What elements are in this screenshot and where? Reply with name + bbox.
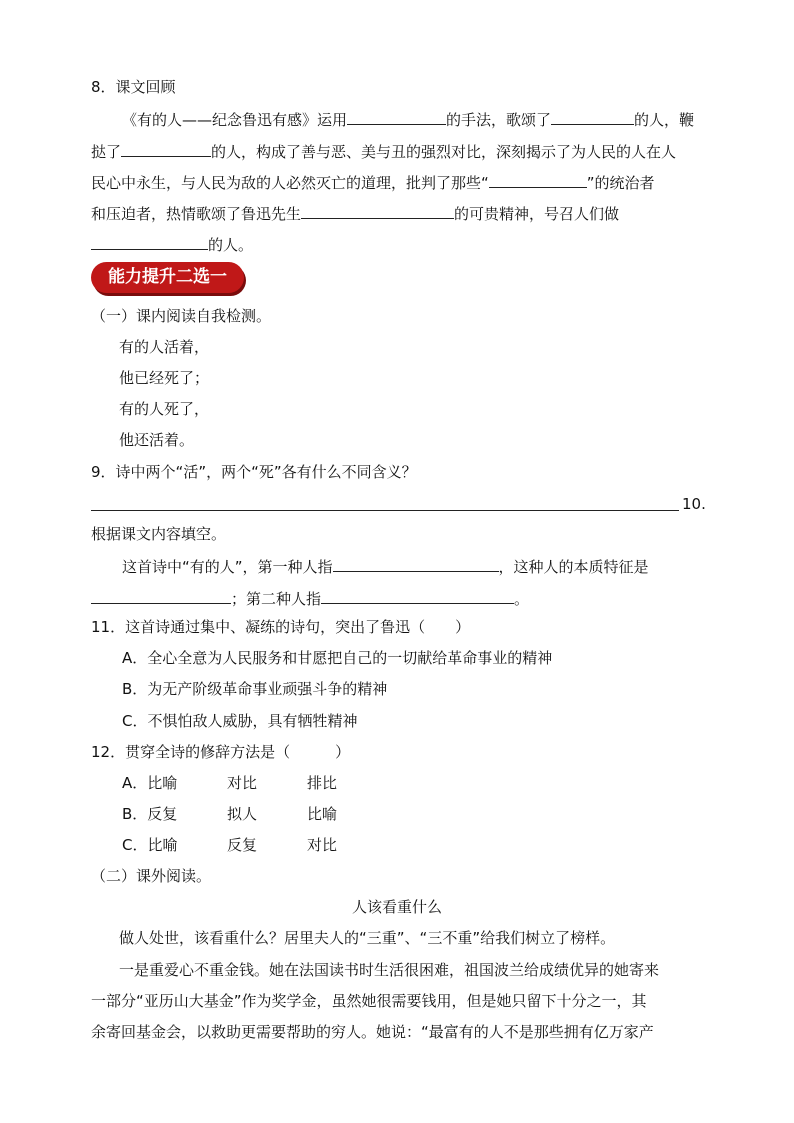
q8-text: 的人。: [208, 236, 254, 254]
q8-text: 的人，鞭: [634, 111, 695, 129]
q8-blank-2[interactable]: [551, 108, 634, 125]
q10-line-2: [91, 587, 529, 609]
q10-blank-2[interactable]: [91, 587, 231, 604]
q8-line-5: [91, 233, 253, 255]
q11-option-a[interactable]: A．全心全意为人民服务和甘愿把自己的一切献给革命事业的精神: [122, 649, 553, 667]
section-badge: [91, 262, 244, 293]
q10-text: 。: [514, 590, 530, 608]
q8-text: 的人，构成了善与恶、美与丑的强烈对比，深刻揭示了为人民的人在人: [211, 143, 677, 161]
q8-blank-3[interactable]: [121, 140, 211, 157]
q12-option-a-b: 对比: [227, 774, 258, 792]
q12-option-c[interactable]: C．比喻: [122, 836, 178, 854]
article-paragraph: 一是重爱心不重金钱。她在法国读书时生活很困难，祖国波兰给成绩优异的她寄来: [119, 961, 660, 979]
q12-option-c-c: 对比: [307, 836, 338, 854]
q8-text: 和压迫者，热情歌颂了鲁迅先生: [91, 205, 302, 223]
q12-option-b-b: 拟人: [227, 805, 258, 823]
q12-option-c-b: 反复: [227, 836, 258, 854]
part2-title: （二）课外阅读。: [91, 867, 212, 885]
q8-blank-5[interactable]: [301, 202, 454, 219]
q12-text: 12．贯穿全诗的修辞方法是（ ）: [91, 743, 351, 761]
q10-blank-3[interactable]: [321, 587, 514, 604]
poem-line: 有的人活着，: [119, 338, 210, 356]
q12-option-a-c: 排比: [307, 774, 338, 792]
q12-option-b[interactable]: B．反复: [122, 805, 178, 823]
q8-text: ”的统治者: [586, 174, 655, 192]
section-badge-label: 能力提升二选一: [108, 267, 227, 287]
q8-text: 挞了: [91, 143, 122, 161]
article-paragraph: 做人处世，该看重什么？居里夫人的“三重”、“三不重”给我们树立了榜样。: [119, 929, 616, 947]
part1-title: （一）课内阅读自我检测。: [91, 307, 272, 325]
q8-text: 民心中永生，与人民为敌的人必然灭亡的道理，批判了那些“: [91, 174, 489, 192]
q12-option-b-c: 比喻: [307, 805, 338, 823]
poem-line: 有的人死了，: [119, 400, 210, 418]
q9-text: 9．诗中两个“活”，两个“死”各有什么不同含义？: [91, 463, 417, 481]
poem-line: 他还活着。: [119, 431, 195, 449]
article-paragraph: 余寄回基金会，以救助更需要帮助的穷人。她说：“最富有的人不是那些拥有亿万家产: [91, 1023, 654, 1041]
poem-line: 他已经死了；: [119, 369, 210, 387]
q10-text: 这首诗中“有的人”，第一种人指: [122, 558, 333, 576]
q8-line-1: [122, 108, 694, 130]
q10-line-1: [122, 555, 649, 577]
q8-text: 的可贵精神，号召人们做: [454, 205, 620, 223]
q8-line-3: [91, 171, 655, 193]
q10-text: ；第二种人指: [231, 590, 322, 608]
q11-option-c[interactable]: C．不惧怕敌人威胁，具有牺牲精神: [122, 712, 358, 730]
q12-option-a[interactable]: A．比喻: [122, 774, 178, 792]
q11-text: 11．这首诗通过集中、凝练的诗句，突出了鲁迅（ ）: [91, 618, 471, 636]
q9-answer-line[interactable]: [91, 510, 679, 511]
q8-blank-1[interactable]: [347, 108, 446, 125]
q10-text: 根据课文内容填空。: [91, 525, 227, 543]
q10-number: 10.: [682, 495, 706, 513]
q8-text: 的手法，歌颂了: [446, 111, 552, 129]
article-paragraph: 一部分“亚历山大基金”作为奖学金，虽然她很需要钱用，但是她只留下十分之一，其: [91, 992, 647, 1010]
q8-blank-6[interactable]: [91, 233, 208, 250]
q8-text: 《有的人——纪念鲁迅有感》运用: [122, 111, 348, 129]
q10-text: ，这种人的本质特征是: [498, 558, 649, 576]
q8-title: 8．课文回顾: [91, 78, 176, 96]
article-title: 人该看重什么: [351, 898, 442, 916]
q8-blank-4[interactable]: [489, 171, 587, 188]
q11-option-b[interactable]: B．为无产阶级革命事业顽强斗争的精神: [122, 680, 388, 698]
q8-line-2: [91, 140, 676, 162]
q10-blank-1[interactable]: [333, 555, 499, 572]
q8-line-4: [91, 202, 619, 224]
